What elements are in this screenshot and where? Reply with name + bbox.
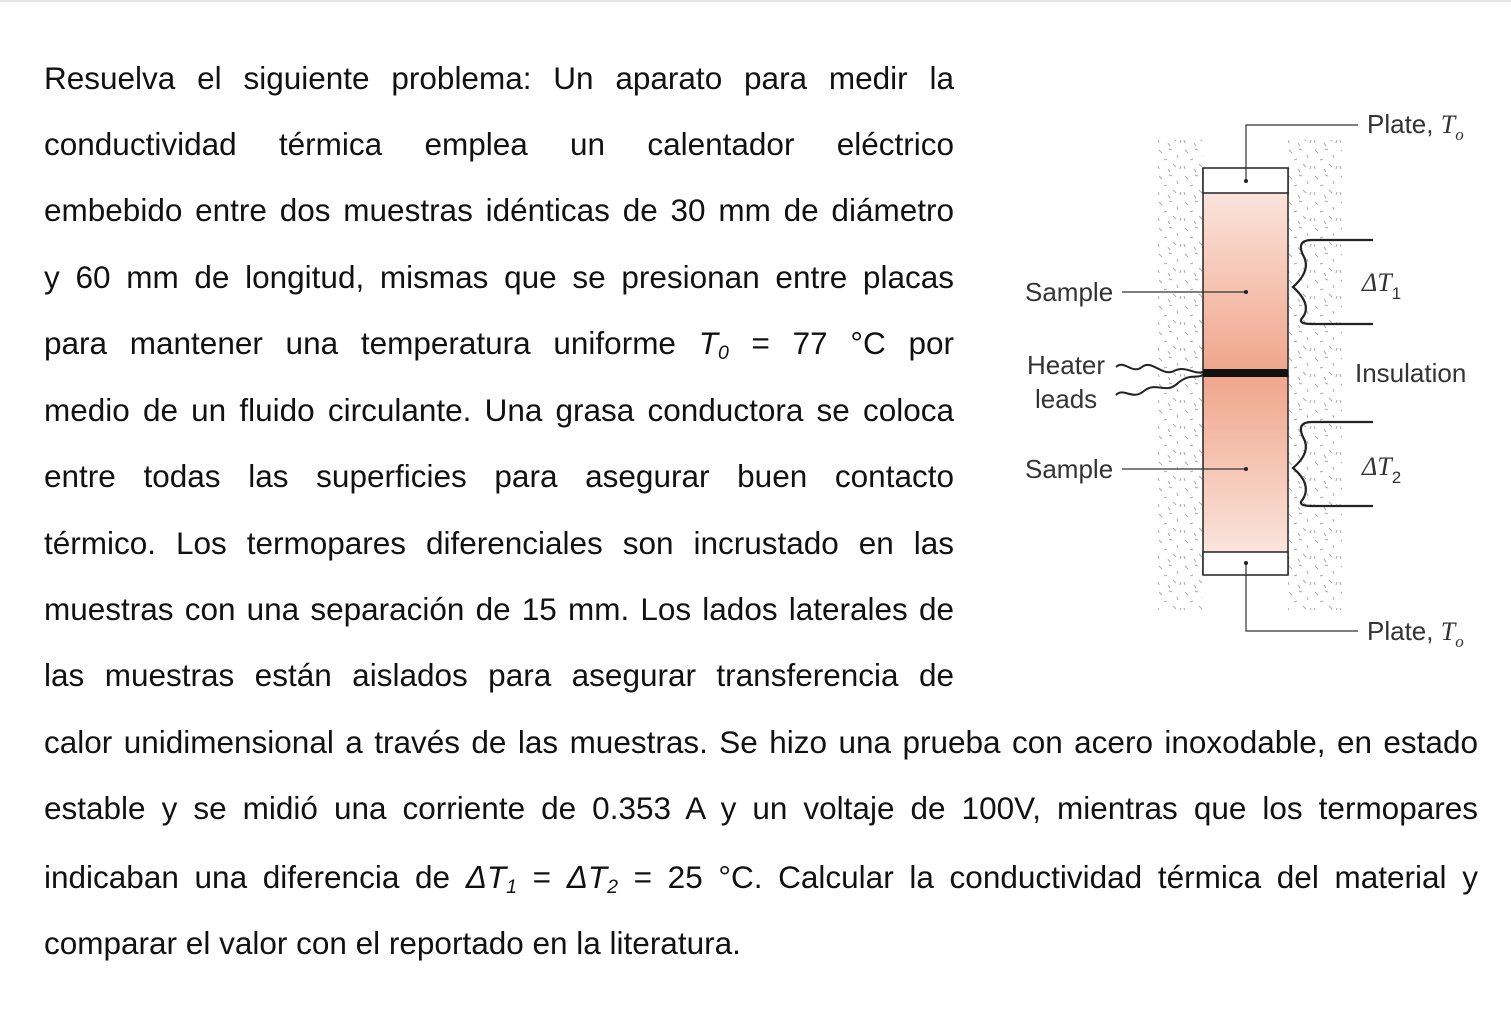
insulation-right xyxy=(1288,140,1342,610)
heater-label-2: leads xyxy=(1035,384,1098,414)
plate-bottom-dot xyxy=(1244,561,1248,565)
text-line-6: medio de un fluido circulante. Una grasa conductora se coloca xyxy=(44,392,954,428)
text-line-10: las muestras están aislados para asegurar transferencia de xyxy=(44,657,954,693)
dt1-label: $\Delta T_1$ xyxy=(1362,268,1402,303)
symbol-dt1: $\Delta T_1$ xyxy=(465,859,517,898)
text-line-4: y 60 mm de longitud, mismas que se presionan entre placas xyxy=(44,259,954,295)
text-line-13-post: = 25 °C. Calcular la conductividad térmica del material y xyxy=(633,859,1478,895)
text-line-5 xyxy=(44,323,954,363)
sample-bottom-dot xyxy=(1244,467,1248,471)
apparatus-diagram xyxy=(1000,95,1500,660)
symbol-t0: $T_0$ xyxy=(698,325,729,364)
text-line-11: calor unidimensional a través de las muestras. Se hizo una prueba con acero inoxodable, en estado xyxy=(44,724,1478,760)
text-line-9: muestras con una separación de 15 mm. Los lados laterales de xyxy=(44,591,954,627)
sample-top-label: Sample xyxy=(1025,277,1114,307)
text-line-14: comparar el valor con el reportado en la literatura. xyxy=(44,925,741,961)
top-divider xyxy=(0,0,1511,2)
sample-top-dot xyxy=(1244,290,1248,294)
text-line-7: entre todas las superficies para asegurar buen contacto xyxy=(44,458,954,494)
text-line-5-pre: para mantener una temperatura uniforme xyxy=(44,325,676,361)
text-line-2: conductividad térmica emplea un calentador eléctrico xyxy=(44,126,954,162)
text-line-12: estable y se midió una corriente de 0.353 A y un voltaje de 100V, mientras que los termopares xyxy=(44,790,1478,826)
plate-top-dot xyxy=(1244,179,1248,183)
symbol-dt2: $\Delta T_2$ xyxy=(566,859,618,898)
insulation-left xyxy=(1158,140,1203,610)
dt2-label: $\Delta T_2$ xyxy=(1362,452,1402,487)
heater-label-1: Heater xyxy=(1027,350,1106,380)
text-line-13 xyxy=(44,857,1478,897)
sample-bottom-label: Sample xyxy=(1025,454,1114,484)
sample-bottom xyxy=(1203,376,1288,552)
text-line-13-pre: indicaban una diferencia de xyxy=(44,859,451,895)
text-line-5-post: = 77 °C por xyxy=(751,325,954,361)
text-line-3: embebido entre dos muestras idénticas de 30 mm de diámetro xyxy=(44,192,954,228)
plate-top-label: Plate, $T_o$ xyxy=(1367,109,1464,144)
sample-top xyxy=(1203,193,1288,370)
equals-sign: = xyxy=(532,859,552,895)
text-line-1: Resuelva el siguiente problema: Un aparato para medir la xyxy=(44,60,954,96)
heater xyxy=(1203,369,1288,377)
plate-bottom-label: Plate, $T_o$ xyxy=(1367,616,1464,651)
text-line-8: térmico. Los termopares diferenciales son incrustado en las xyxy=(44,525,954,561)
insulation-label: Insulation xyxy=(1355,358,1467,388)
